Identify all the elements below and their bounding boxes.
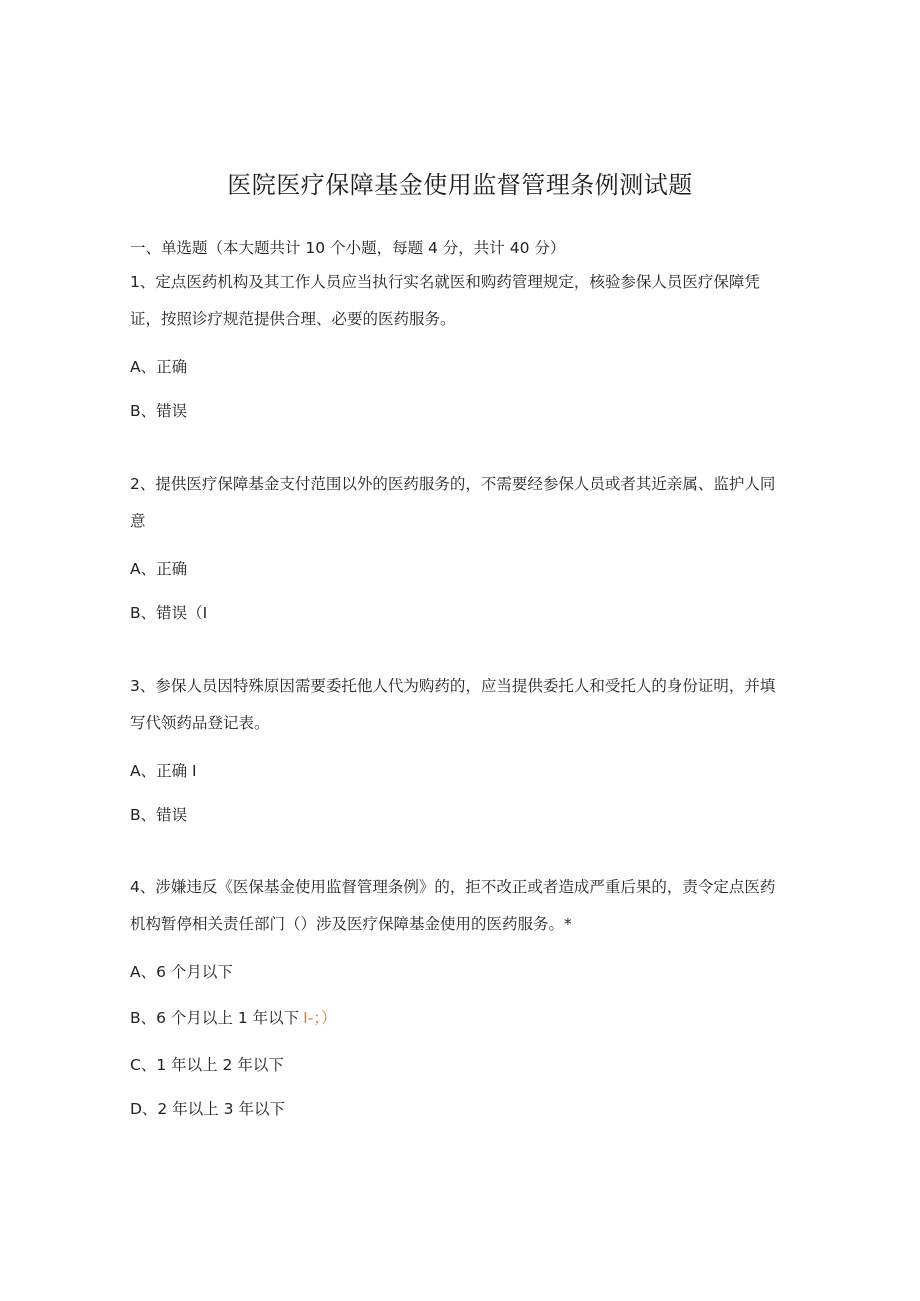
question-3-text: 3、参保人员因特殊原因需要委托他人代为购药的，应当提供委托人和受托人的身份证明，并填写代领药品登记表。 bbox=[130, 677, 776, 732]
question-4-option-c[interactable]: C、1 年以上 2 年以下 bbox=[130, 1056, 284, 1074]
question-4-option-b-label: B、6 个月以上 1 年以下 bbox=[130, 1009, 300, 1027]
question-3-option-b[interactable]: B、错误 bbox=[130, 806, 188, 824]
question-2-text: 2、提供医疗保障基金支付范围以外的医药服务的，不需要经参保人员或者其近亲属、监护人同意 bbox=[130, 475, 776, 530]
page-title: 医院医疗保障基金使用监督管理条例测试题 bbox=[227, 171, 693, 199]
question-1-option-a[interactable]: A、正确 bbox=[130, 358, 188, 376]
question-1-option-b[interactable]: B、错误 bbox=[130, 402, 188, 420]
section-header: 一、单选题（本大题共计 10 个小题，每题 4 分，共计 40 分） bbox=[130, 239, 566, 257]
question-4-text: 4、涉嫌违反《医保基金使用监督管理条例》的，拒不改正或者造成严重后果的，责令定点医药机构暂停相关责任部门（）涉及医疗保障基金使用的医药服务。* bbox=[130, 878, 776, 933]
handwritten-annotation: I-；） bbox=[303, 1009, 337, 1027]
question-4-option-d[interactable]: D、2 年以上 3 年以下 bbox=[130, 1100, 285, 1118]
question-2-option-b[interactable]: B、错误（I bbox=[130, 604, 208, 622]
question-4-option-b[interactable] bbox=[130, 1006, 337, 1028]
question-2-option-a[interactable]: A、正确 bbox=[130, 560, 188, 578]
question-4-option-a[interactable]: A、6 个月以下 bbox=[130, 963, 233, 981]
question-1-text: 1、定点医药机构及其工作人员应当执行实名就医和购药管理规定，核验参保人员医疗保障凭证，按照诊疗规范提供合理、必要的医药服务。 bbox=[130, 273, 760, 328]
question-3-option-a[interactable]: A、正确 I bbox=[130, 762, 197, 780]
